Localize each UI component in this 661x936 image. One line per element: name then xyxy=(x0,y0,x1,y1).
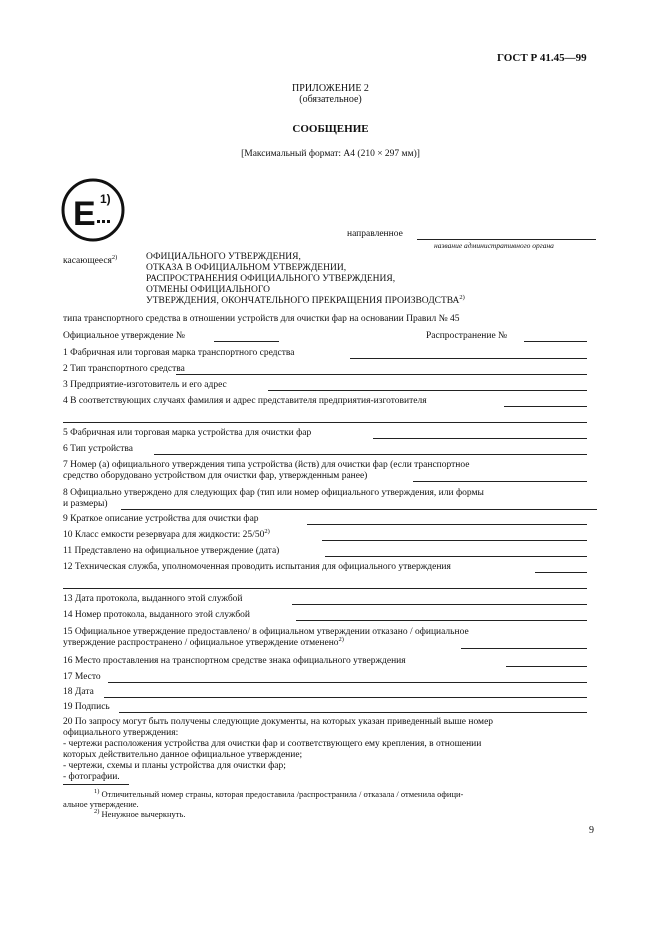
item-16-blank[interactable] xyxy=(506,666,587,667)
item-2-blank[interactable] xyxy=(176,374,587,375)
item-10-label: 10 Класс емкости резервуара для жидкости: 25/50$^{2)}$ xyxy=(63,528,270,540)
concerning-line-1: ОФИЦИАЛЬНОГО УТВЕРЖДЕНИЯ, xyxy=(146,252,301,262)
concerning-line-3: РАСПРОСТРАНЕНИЯ ОФИЦИАЛЬНОГО УТВЕРЖДЕНИЯ, xyxy=(146,274,396,284)
item-3-blank[interactable] xyxy=(268,390,587,391)
item-12-blank-2[interactable] xyxy=(63,588,587,589)
annex-subtitle: (обязательное) xyxy=(299,94,362,105)
item-14-blank[interactable] xyxy=(296,620,587,621)
item-8-label-cont: и размеры) xyxy=(63,499,108,509)
item-4-label: 4 В соответствующих случаях фамилия и адрес представителя предприятия-изготовителя xyxy=(63,396,427,406)
item-6-label: 6 Тип устройства xyxy=(63,444,133,454)
approval-number-blank[interactable] xyxy=(214,341,279,342)
item-19-blank[interactable] xyxy=(119,712,587,713)
item-17-label: 17 Место xyxy=(63,672,101,682)
standard-header: ГОСТ Р 41.45—99 xyxy=(497,52,587,64)
item-18-blank[interactable] xyxy=(104,697,587,698)
item-7-label-cont: средство оборудовано устройством для очистки фар, утвержденным ранее) xyxy=(63,471,368,481)
item-11-blank[interactable] xyxy=(325,556,587,557)
item-1-label: 1 Фабричная или торговая марка транспортного средства xyxy=(63,348,295,358)
sent-by-blank[interactable] xyxy=(417,239,596,240)
item-14-label: 14 Номер протокола, выданного этой службой xyxy=(63,610,250,620)
item-9-blank[interactable] xyxy=(307,524,587,525)
item-20-label: 20 По запросу могут быть получены следующие документы, на которых указан приведенный выше номер xyxy=(63,717,494,727)
concerning-line-5: УТВЕРЖДЕНИЯ, ОКОНЧАТЕЛЬНОГО ПРЕКРАЩЕНИЯ ПРОИЗВОДСТВА$^{2)}$ xyxy=(146,294,465,306)
concerning-label: касающееся$^{2)}$ xyxy=(63,254,118,266)
approval-number-label: Официальное утверждение № xyxy=(63,331,185,341)
item-18-label: 18 Дата xyxy=(63,687,94,697)
item-20-line-6: - фотографии. xyxy=(63,772,120,782)
item-20-line-5: - чертежи, схемы и планы устройства для очистки фар; xyxy=(63,761,286,771)
item-10-blank[interactable] xyxy=(322,540,587,541)
item-16-label: 16 Место проставления на транспортном средстве знака официального утверждения xyxy=(63,656,406,666)
item-12-label: 12 Техническая служба, уполномоченная проводить испытания для официального утверждения xyxy=(63,562,451,572)
item-9-label: 9 Краткое описание устройства для очистки фар xyxy=(63,514,259,524)
item-1-blank[interactable] xyxy=(350,358,587,359)
item-20-line-3: - чертежи расположения устройства для очистки фар и соответствующего ему крепления, в отношении xyxy=(63,739,482,749)
item-20-line-2: официального утверждения: xyxy=(63,728,179,738)
footnote-1: $^{1)}$ Отличительный номер страны, которая предоставила /распространила / отказала / отменила офици- xyxy=(94,788,464,799)
item-3-label: 3 Предприятие-изготовитель и его адрес xyxy=(63,380,227,390)
item-13-blank[interactable] xyxy=(292,604,587,605)
item-13-label: 13 Дата протокола, выданного этой службой xyxy=(63,594,243,604)
annex-title: ПРИЛОЖЕНИЕ 2 xyxy=(292,83,369,94)
approval-emblem xyxy=(60,177,126,243)
item-4-blank[interactable] xyxy=(504,406,587,407)
concerning-line-2: ОТКАЗА В ОФИЦИАЛЬНОМ УТВЕРЖДЕНИИ, xyxy=(146,263,347,273)
approval-circle-icon xyxy=(60,177,126,243)
item-4-blank-2[interactable] xyxy=(63,422,587,423)
format-note: [Максимальный формат: А4 (210 × 297 мм)] xyxy=(241,149,420,159)
emblem-superscript: 1) xyxy=(100,192,111,206)
item-8-blank[interactable] xyxy=(121,509,597,510)
item-7-blank[interactable] xyxy=(413,481,587,482)
footnote-1-cont: альное утверждение. xyxy=(63,799,139,809)
item-17-blank[interactable] xyxy=(108,682,587,683)
item-12-blank[interactable] xyxy=(535,572,587,573)
item-20-line-4: которых действительно данное официальное утверждение; xyxy=(63,750,303,760)
item-6-blank[interactable] xyxy=(154,454,587,455)
item-15-blank[interactable] xyxy=(461,648,587,649)
item-8-label: 8 Официально утверждено для следующих фар (тип или номер официального утверждения, или формы xyxy=(63,488,484,498)
footnote-2: $^{2)}$ Ненужное вычеркнуть. xyxy=(94,808,186,819)
document-title: СООБЩЕНИЕ xyxy=(292,123,369,135)
page-number: 9 xyxy=(589,825,594,836)
item-11-label: 11 Представлено на официальное утверждение (дата) xyxy=(63,546,280,556)
item-15-label: 15 Официальное утверждение предоставлено/ в официальном утверждении отказано / официальное xyxy=(63,627,469,637)
concerning-line-4: ОТМЕНЫ ОФИЦИАЛЬНОГО xyxy=(146,285,270,295)
item-2-label: 2 Тип транспортного средства xyxy=(63,364,185,374)
item-5-blank[interactable] xyxy=(373,438,587,439)
item-5-label: 5 Фабричная или торговая марка устройства для очистки фар xyxy=(63,428,312,438)
vehicle-type-line: типа транспортного средства в отношении устройств для очистки фар на основании Правил № 45 xyxy=(63,314,460,324)
item-7-label: 7 Номер (а) официального утверждения типа устройства (йств) для очистки фар (если транспортное xyxy=(63,460,470,470)
footnote-divider xyxy=(63,784,129,785)
extension-number-blank[interactable] xyxy=(524,341,587,342)
sent-by-caption: название административного органа xyxy=(434,241,554,250)
item-15-label-cont: утверждение распространено / официальное утверждение отменено$^{2)}$ xyxy=(63,636,344,648)
item-19-label: 19 Подпись xyxy=(63,702,110,712)
extension-number-label: Распространение № xyxy=(426,331,508,341)
emblem-letter: E xyxy=(73,195,96,233)
sent-by-label: направленное xyxy=(347,229,403,239)
